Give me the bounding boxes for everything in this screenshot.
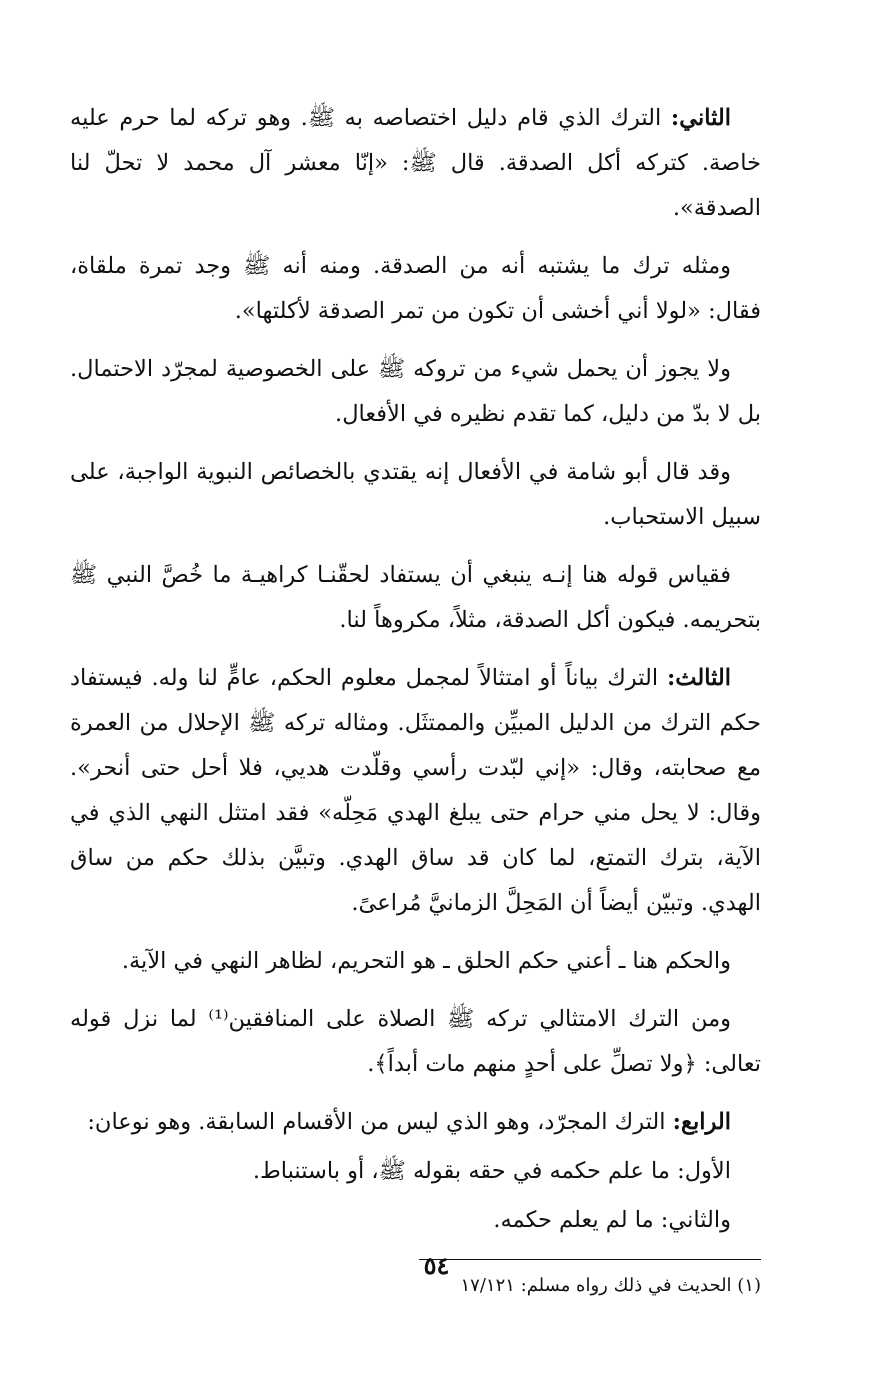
paragraph-4: وقد قال أبو شامة في الأفعال إنه يقتدي بالخصائص النبوية الواجبة، على سبيل الاستحباب.: [70, 459, 761, 530]
paragraph-8: ومن الترك الامتثالي تركه ﷺ الصلاة على المنافقين⁽¹⁾ لما نزل قوله تعالى: ﴿ولا تصلِّ على أحدٍ منهم مات أبداً﴾.: [70, 1006, 761, 1077]
paragraph-11: والثاني: ما لم يعلم حكمه.: [493, 1207, 731, 1233]
paragraph-10: الأول: ما علم حكمه في حقه بقوله ﷺ، أو باستنباط.: [252, 1158, 731, 1184]
body-text: [70, 96, 761, 1243]
paragraph-6: الثالث: الترك بياناً أو امتثالاً لمجمل معلوم الحكم، عامٍّ لنا وله. فيستفاد حكم الترك من الدليل المبيِّن والممتثَل. ومثاله تركه ﷺ الإحلال من العمرة مع صحابته، وقال: «إني لبّدت رأسي وقلّدت هديي، فلا أحل حتى أنحر». وقال: لا يحل مني حرام حتى يبلغ الهدي مَحِلّه» فقد امتثل النهي الذي في الآية، بترك التمتع، لما كان قد ساق الهدي. وتبيَّن بذلك حكم من ساق الهدي. وتبيّن أيضاً أن المَحِلَّ الزمانيَّ مُراعىً.: [70, 665, 761, 916]
paragraph-7: والحكم هنا ـ أعني حكم الحلق ـ هو التحريم، لظاهر النهي في الآية.: [121, 948, 731, 974]
page-number: ٥٤: [423, 1251, 450, 1280]
section-heading-fourth: الرابع:: [672, 1109, 731, 1135]
paragraph-1: الثاني: الترك الذي قام دليل اختصاصه به ﷺ. وهو تركه لما حرم عليه خاصة. كتركه أكل الصدقة. قال ﷺ: «إنّا معشر آل محمد لا تحلّ لنا الصدقة».: [70, 105, 761, 221]
section-heading-second: الثاني:: [670, 105, 731, 131]
paragraph-5: فقياس قوله هنا إنـه ينبغي أن يستفاد لحقّنـا كراهيـة ما خُصَّ النبي ﷺ بتحريمه. فيكون أكل الصدقة، مثلاً، مكروهاً لنا.: [70, 562, 761, 633]
paragraph-3: ولا يجوز أن يحمل شيء من تروكه ﷺ على الخصوصية لمجرّد الاحتمال. بل لا بدّ من دليل، كما تقدم نظيره في الأفعال.: [70, 356, 761, 427]
section-heading-third: الثالث:: [666, 665, 731, 691]
footnote: (١) الحديث في ذلك رواه مسلم: ١٧/١٢١: [460, 1275, 761, 1296]
paragraph-9: الرابع: الترك المجرّد، وهو الذي ليس من الأقسام السابقة. وهو نوعان:: [87, 1109, 731, 1135]
paragraph-2: ومثله ترك ما يشتبه أنه من الصدقة. ومنه أنه ﷺ وجد تمرة ملقاة، فقال: «لولا أني أخشى أن تكون من تمر الصدقة لأكلتها».: [70, 253, 761, 324]
